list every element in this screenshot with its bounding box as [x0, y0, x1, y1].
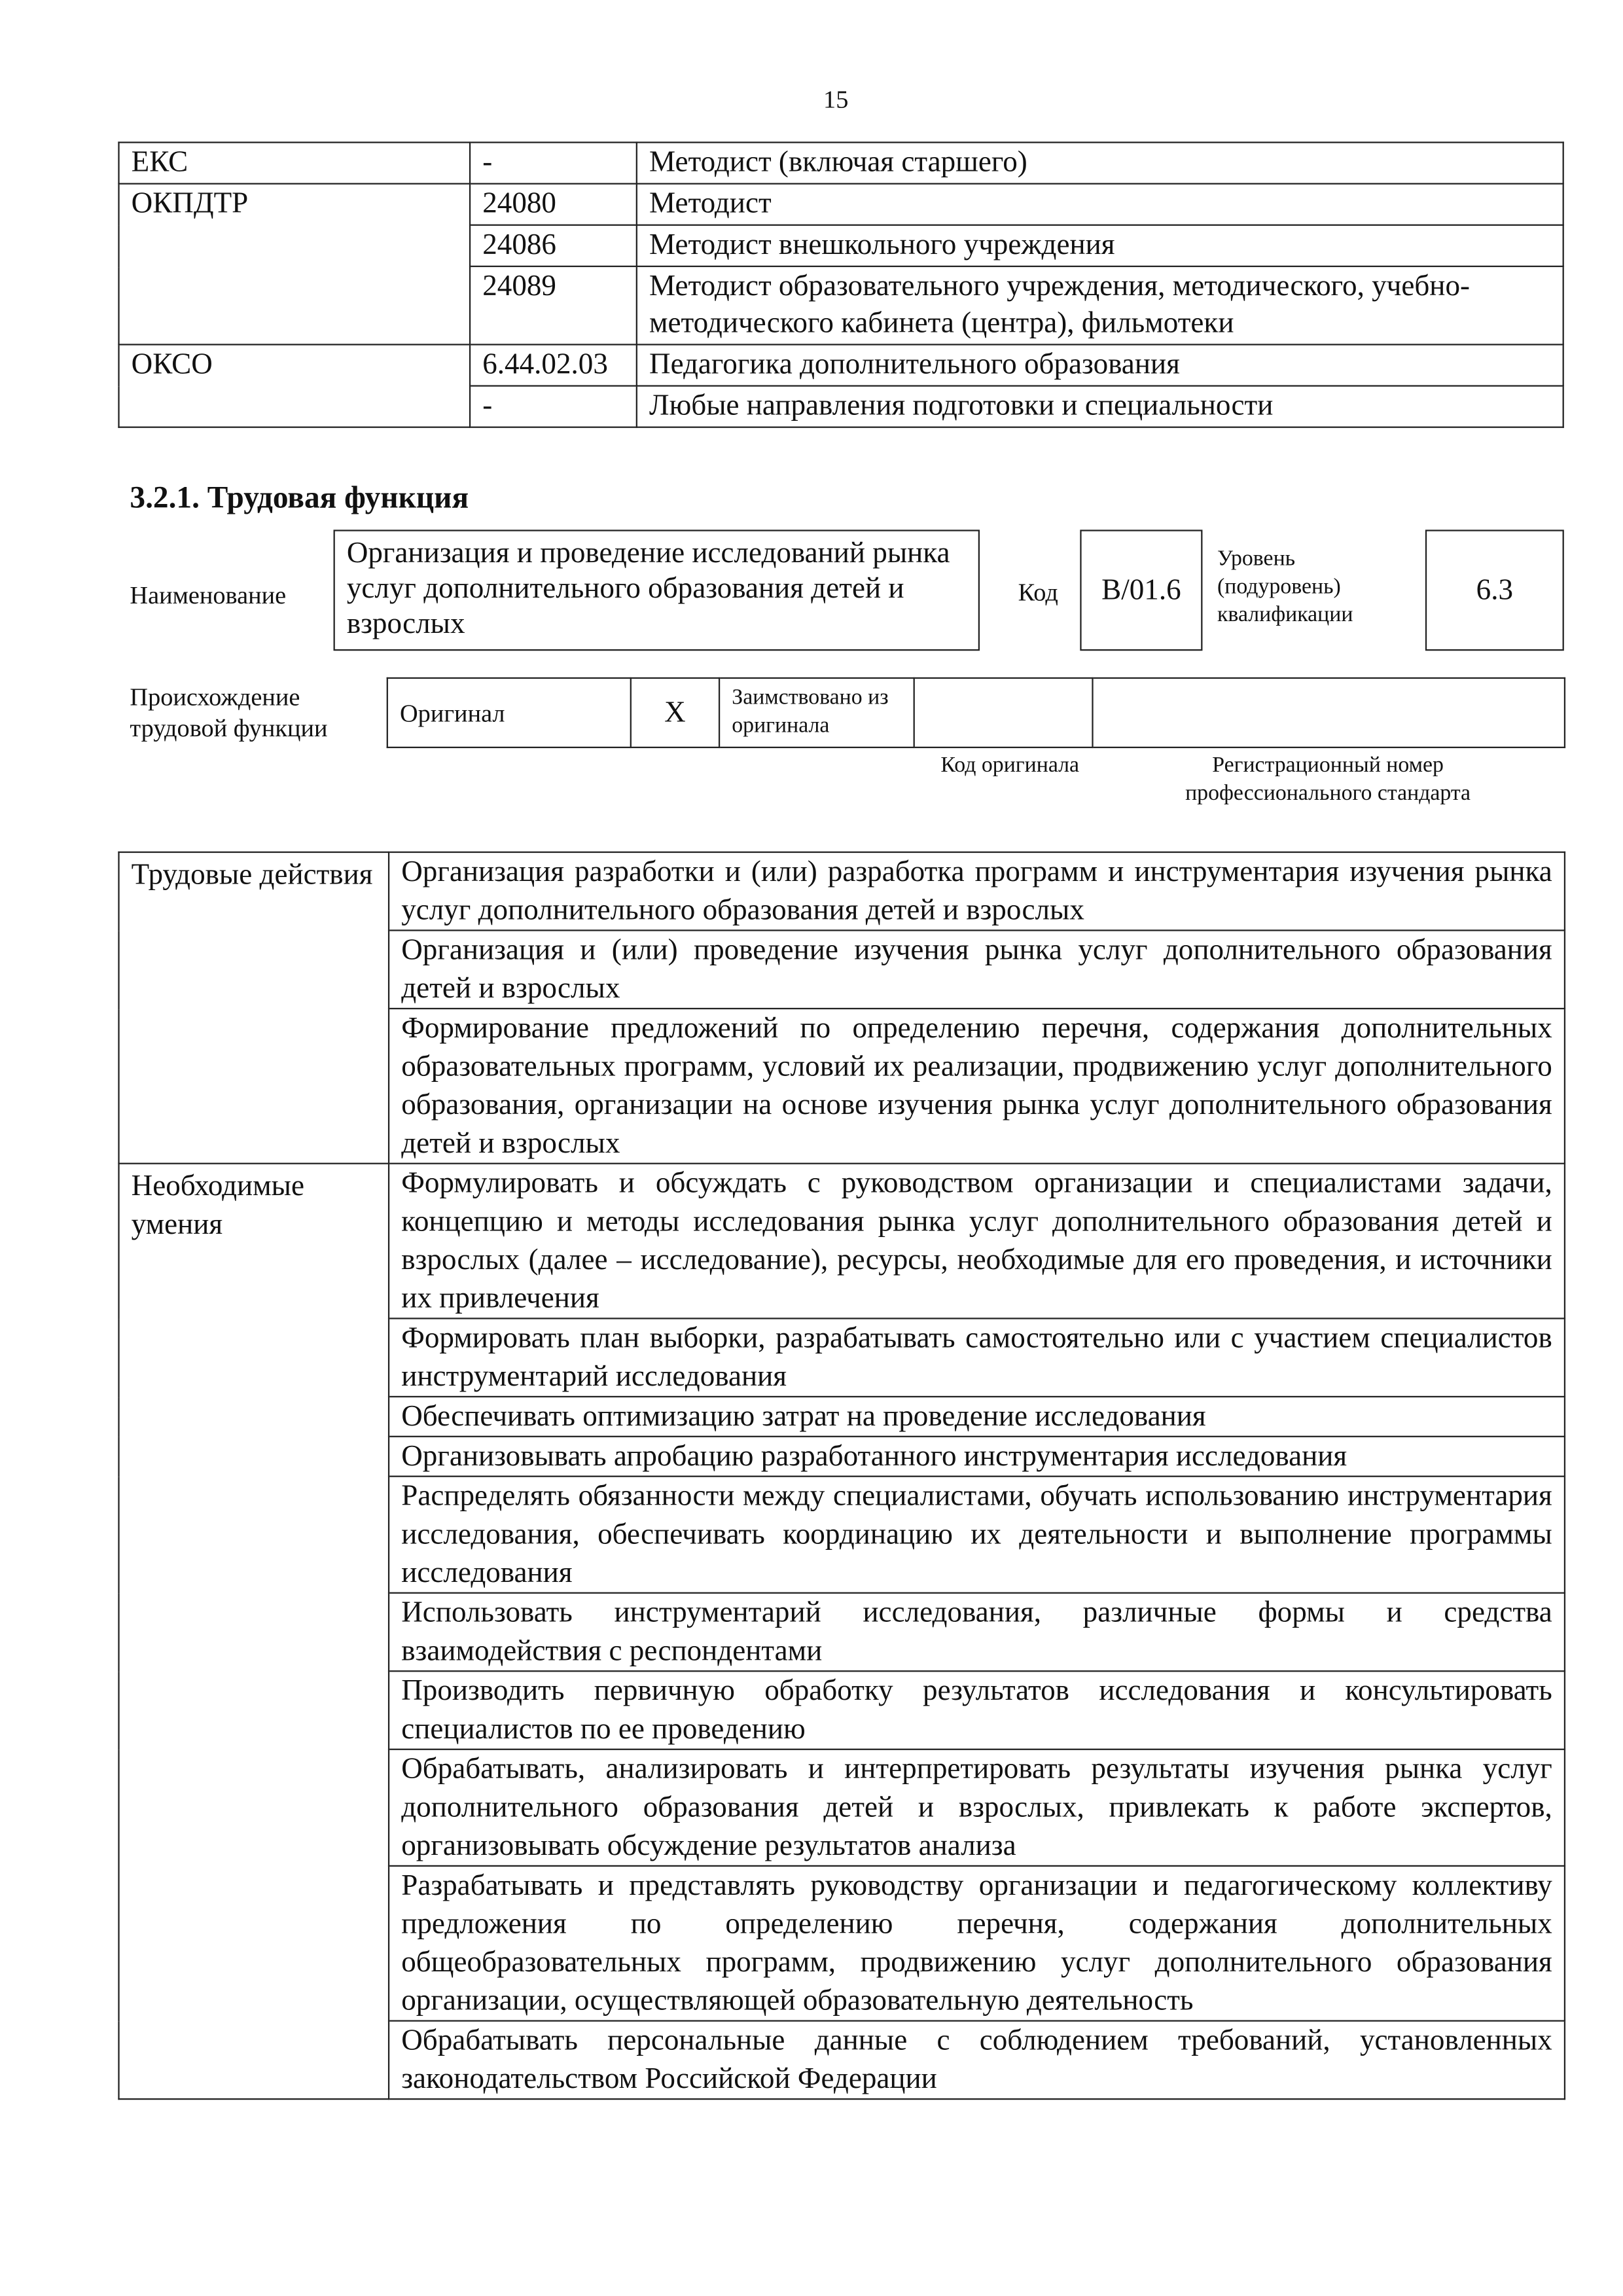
skill-item: Производить первичную обработку результатов исследования и консультировать специалистов по ее проведению [389, 1671, 1565, 1749]
section-title: 3.2.1. Трудовая функция [130, 479, 469, 515]
classifier-title: Методист внешкольного учреждения [637, 225, 1563, 266]
function-name-box [334, 529, 980, 651]
classifier-name: ЕКС [118, 143, 470, 184]
skill-item: Разрабатывать и представлять руководству организации и педагогическому коллективу предложения по определению перечня, содержания дополнительных общеобразовательных программ, продвижению услуг дополнительного образования организации, осуществляющей образовательную деятельность [389, 1866, 1565, 2021]
registration-number-cell [1092, 678, 1564, 747]
classifier-title: Любые направления подготовки и специальности [637, 386, 1563, 427]
registration-caption: Регистрационный номер профессионального стандарта [1185, 754, 1471, 806]
skill-item: Обрабатывать, анализировать и интерпретировать результаты изучения рынка услуг дополнительного образования детей и взрослых, привлекать к работе экспертов, организовывать обсуждение результатов анализа [389, 1749, 1565, 1866]
table-row [118, 852, 1564, 930]
labor-action-item: Формирование предложений по определению перечня, содержания дополнительных образовательных программ, условий их реализации, продвижению услуг дополнительного образования, организации на основе изучения рынка услуг дополнительного образования детей и взрослых [389, 1009, 1565, 1164]
classifier-code: 24086 [470, 225, 637, 266]
level-label: Уровень (подуровень) квалификации [1217, 547, 1353, 628]
function-code-box [1080, 529, 1202, 651]
required-skills-label: Необходимые умения [118, 1164, 389, 2099]
original-code-cell [914, 678, 1093, 747]
skill-item: Формировать план выборки, разрабатывать самостоятельно или с участием специалистов инструментарий исследования [389, 1318, 1565, 1396]
level-value: 6.3 [1476, 574, 1514, 607]
table-row [387, 678, 1565, 747]
labor-action-item: Организация разработки и (или) разработка программ и инструментария изучения рынка услуг дополнительного образования детей и взрослых [389, 852, 1565, 930]
classifier-code: 24080 [470, 184, 637, 225]
classifier-code: 24089 [470, 266, 637, 344]
function-name: Организация и проведение исследований рынка услуг дополнительного образования детей и взрослых [346, 537, 950, 641]
table-row [118, 1164, 1564, 1319]
classification-table [118, 141, 1563, 427]
classifier-code: - [470, 386, 637, 427]
classifier-code: 6.44.02.03 [470, 344, 637, 386]
page-number: 15 [823, 85, 849, 114]
original-label: Оригинал [387, 678, 631, 747]
classifier-title: Методист образовательного учреждения, методического, учебно-методического кабинета (центра), фильмотеки [637, 266, 1563, 344]
level-box [1425, 529, 1564, 651]
skill-item: Обеспечивать оптимизацию затрат на проведение исследования [389, 1397, 1565, 1437]
labor-actions-label: Трудовые действия [118, 852, 389, 1164]
skill-item: Использовать инструментарий исследования, различные формы и средства взаимодействия с респондентами [389, 1593, 1565, 1671]
original-mark: X [631, 678, 719, 747]
borrowed-label: Заимствовано из оригинала [719, 678, 914, 747]
table-row [118, 143, 1563, 184]
origin-label: Происхождение трудовой функции [130, 683, 328, 743]
classifier-name: ОКПДТР [118, 184, 470, 345]
classifier-name: ОКСО [118, 344, 470, 427]
function-details-table [118, 852, 1565, 2100]
skill-item: Организовывать апробацию разработанного инструментария исследования [389, 1437, 1565, 1477]
classifier-code: - [470, 143, 637, 184]
name-label: Наименование [130, 581, 287, 610]
code-label: Код [1018, 578, 1058, 607]
function-code: B/01.6 [1101, 574, 1181, 607]
classifier-title: Методист [637, 184, 1563, 225]
classifier-title: Педагогика дополнительного образования [637, 344, 1563, 386]
table-row [118, 344, 1563, 386]
labor-action-item: Организация и (или) проведение изучения рынка услуг дополнительного образования детей и взрослых [389, 930, 1565, 1008]
code-caption: Код оригинала [940, 754, 1080, 778]
skill-item: Формулировать и обсуждать с руководством организации и специалистами задачи, концепцию и методы исследования рынка услуг дополнительного образования детей и взрослых (далее – исследование), ресурсы, необходимые для его проведения, и источники их привлечения [389, 1164, 1565, 1319]
skill-item: Распределять обязанности между специалистами, обучать использованию инструментария исследования, обеспечивать координацию их деятельности и выполнение программы исследования [389, 1477, 1565, 1593]
classifier-title: Методист (включая старшего) [637, 143, 1563, 184]
skill-item: Обрабатывать персональные данные с соблюдением требований, установленных законодательством Российской Федерации [389, 2021, 1565, 2099]
table-row [118, 184, 1563, 225]
origin-table [387, 677, 1565, 748]
